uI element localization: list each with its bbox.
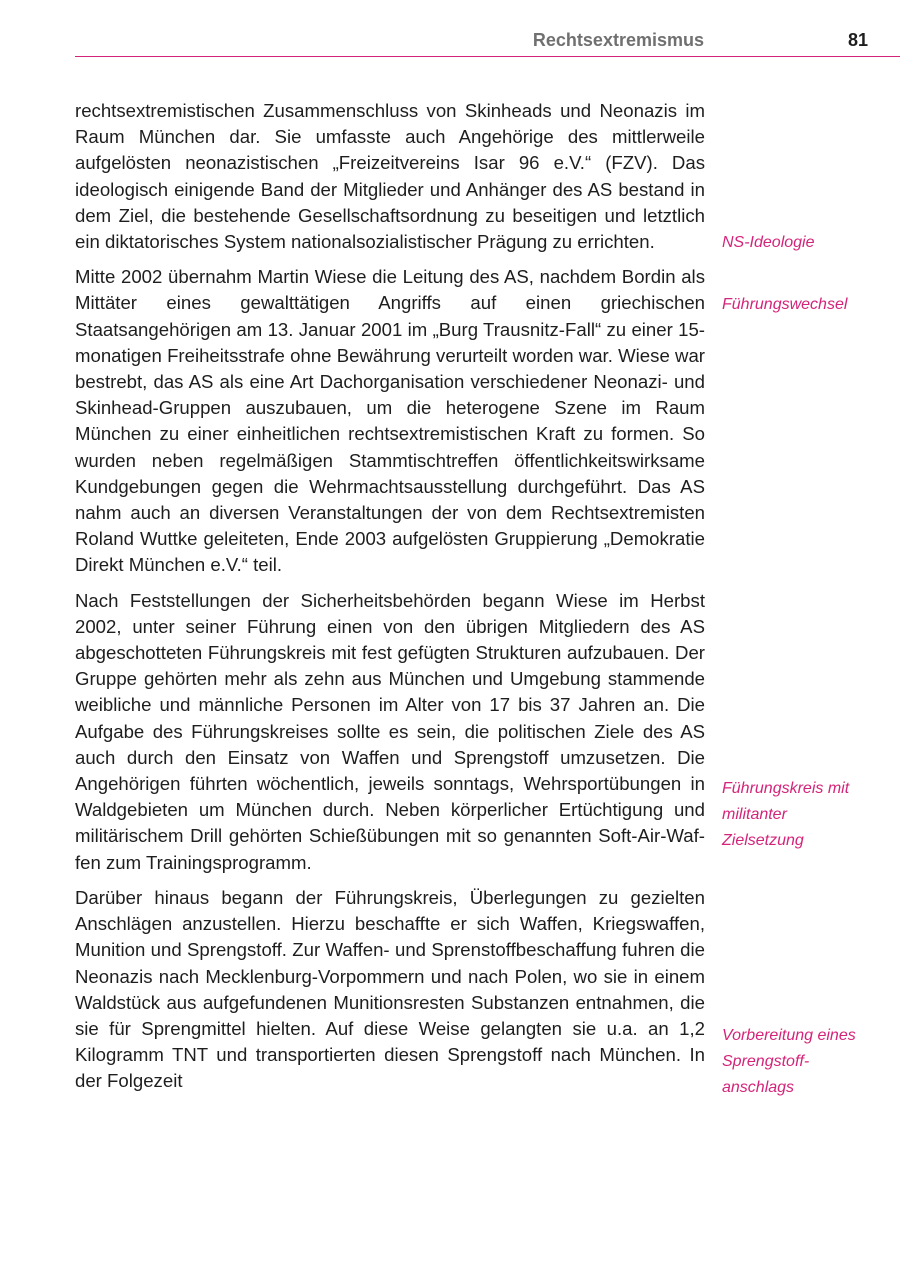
- paragraph: Nach Feststellungen der Sicherheitsbehörden begann Wiese im Herbst 2002, unter seiner Führung einen von den übrigen Mitgliedern des AS abgeschotteten Führungskreis mit fest gefügten Strukturen aufzubauen. Der Gruppe gehörten mehr als zehn aus München und Umgebung stammende weibliche und männliche Personen im Alter von 17 bis 37 Jahren an. Die Aufgabe des Führungskreises sollte es sein, die politischen Ziele des AS auch durch den Einsatz von Waffen und Sprengstoff umzusetzen. Die Angehörigen führten wöchentlich, jeweils sonntags, Wehrsportübungen in Waldgebieten um München durch. Neben körperlicher Ertüchtigung und militärischem Drill gehörten Schießübungen mit so genannten Soft-Air-Waffen zum Trainingsprogramm.: [75, 589, 705, 873]
- main-text-column: [75, 98, 705, 1104]
- margin-note-fuehrungswechsel: Führungswechsel: [722, 296, 848, 313]
- running-header-title: Rechtsextremismus: [532, 30, 704, 50]
- margin-note-fuehrungskreis: Führungskreis mit militanter Zielsetzung: [722, 780, 850, 850]
- page-number: 81: [847, 30, 868, 50]
- margin-note-vorbereitung: Vorbereitung eines Sprengstoffanschlags: [722, 1027, 856, 1097]
- paragraph: rechtsextremistischen Zusammenschluss von Skinheads und Neonazis im Raum München dar. Sie umfasste auch Angehörige des mittlerweile aufgelösten neonazistischen „Freizeitvereins Isar 96 e.V.“ (FZV). Das ideologisch einigende Band der Mitglieder und Anhänger des AS bestand in dem Ziel, die bestehende Gesellschaftsordnung zu beseitigen und letztlich ein diktatorisches System nationalsozialistischer Prägung zu errichten.: [75, 100, 705, 253]
- paragraph: Darüber hinaus begann der Führungskreis, Überlegungen zu gezielten Anschlägen anzustellen. Hierzu beschaffte er sich Waffen, Kriegswaffen, Munition und Sprengstoff. Zur Waffen- und Sprenstoffbeschaffung fuhren die Neonazis nach Mecklenburg-Vorpommern und nach Polen, wo sie in einem Waldstück aus aufgefundenen Munitionsresten Substanzen entnahmen, die sie für Sprengmittel hielten. Auf diese Weise gelangten sie u.a. an 1,2 Kilogramm TNT und transportierten diesen Sprengstoff nach München. In der Folgezeit: [75, 886, 705, 1092]
- running-header: [75, 26, 900, 57]
- paragraph: Mitte 2002 übernahm Martin Wiese die Leitung des AS, nachdem Bordin als Mittäter eines gewalttätigen Angriffs auf einen griechischen Staatsangehörigen am 13. Januar 2001 im „Burg Trausnitz-Fall“ zu einer 15-monatigen Freiheitsstrafe ohne Bewährung verurteilt worden war. Wiese war bestrebt, das AS als eine Art Dachorganisation verschiedener Neonazi- und Skinhead-Gruppen auszubauen, um die heterogene Szene im Raum München zu einer einheitlichen rechtsextremistischen Kraft zu formen. So wurden neben regelmäßigen Stammtischtreffen öffentlichkeitswirksame Kundgebungen gegen die Wehrmachtsausstellung durchgeführt. Das AS nahm auch an diversen Veranstaltungen der von dem Rechtsextremisten Roland Wuttke geleiteten, Ende 2003 aufgelösten Gruppierung „Demokratie Direkt München e.V.“ teil.: [75, 266, 705, 576]
- margin-note-ns-ideologie: NS-Ideologie: [722, 234, 815, 251]
